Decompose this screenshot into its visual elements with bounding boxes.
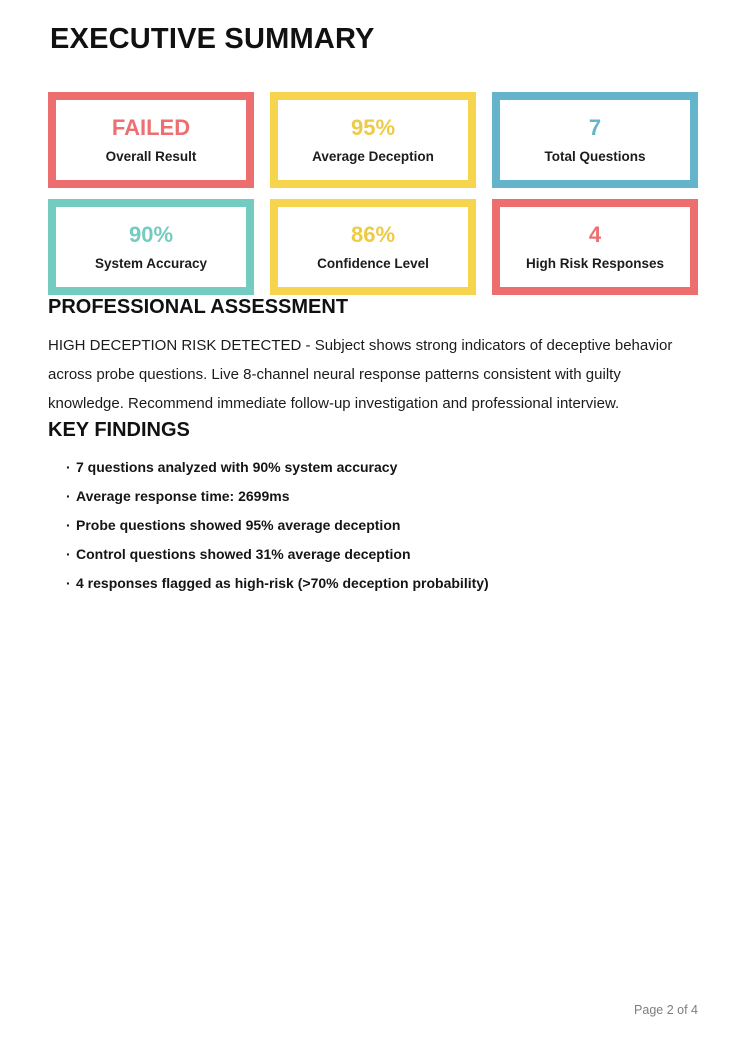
finding-item: [66, 453, 698, 482]
assessment-section-heading: PROFESSIONAL ASSESSMENT: [48, 296, 349, 318]
stat-label-confidence-level: Confidence Level: [317, 256, 429, 271]
finding-text: Average response time: 2699ms: [76, 488, 290, 504]
stat-card-total-questions: [492, 92, 698, 188]
assessment-body-text: HIGH DECEPTION RISK DETECTED - Subject shows strong indicators of deceptive behavior across probe questions. Live 8-channel neural response patterns consistent with guilty knowledge. Recommend immediate follow-up investigation and professional interview.: [48, 337, 673, 412]
finding-text: Control questions showed 31% average deception: [76, 546, 411, 562]
stat-label-system-accuracy: System Accuracy: [94, 256, 208, 271]
stat-card-average-deception: [270, 92, 476, 188]
finding-item: [66, 540, 698, 569]
page-number: Page 2 of 4: [634, 1003, 698, 1017]
finding-item: [66, 511, 698, 540]
bullet-icon: ·: [66, 459, 71, 475]
finding-item: [66, 569, 698, 598]
findings-section-heading: KEY FINDINGS: [48, 419, 190, 441]
stat-value-high-risk-responses: 4: [588, 222, 602, 247]
stat-card-grid: [48, 92, 698, 295]
stat-value-average-deception: 95%: [350, 115, 396, 140]
stat-value-total-questions: 7: [588, 115, 602, 140]
stat-card-overall-result: [48, 92, 254, 188]
stat-value-overall-result: FAILED: [111, 115, 191, 140]
stat-label-overall-result: Overall Result: [105, 149, 197, 164]
stat-value-confidence-level: 86%: [350, 222, 396, 247]
findings-list: [48, 453, 698, 598]
bullet-icon: ·: [66, 517, 71, 533]
finding-text: 7 questions analyzed with 90% system accuracy: [76, 459, 398, 475]
page-title: EXECUTIVE SUMMARY: [50, 23, 375, 55]
stat-value-system-accuracy: 90%: [128, 222, 174, 247]
stat-card-confidence-level: [270, 199, 476, 295]
stat-label-average-deception: Average Deception: [312, 149, 434, 164]
stat-label-high-risk-responses: High Risk Responses: [525, 256, 665, 271]
bullet-icon: ·: [66, 546, 71, 562]
finding-text: Probe questions showed 95% average deception: [76, 517, 401, 533]
finding-text: 4 responses flagged as high-risk (>70% deception probability): [76, 575, 489, 591]
finding-item: [66, 482, 698, 511]
stat-card-high-risk-responses: [492, 199, 698, 295]
stat-label-total-questions: Total Questions: [544, 149, 646, 164]
bullet-icon: ·: [66, 575, 71, 591]
bullet-icon: ·: [66, 488, 71, 504]
stat-card-system-accuracy: [48, 199, 254, 295]
